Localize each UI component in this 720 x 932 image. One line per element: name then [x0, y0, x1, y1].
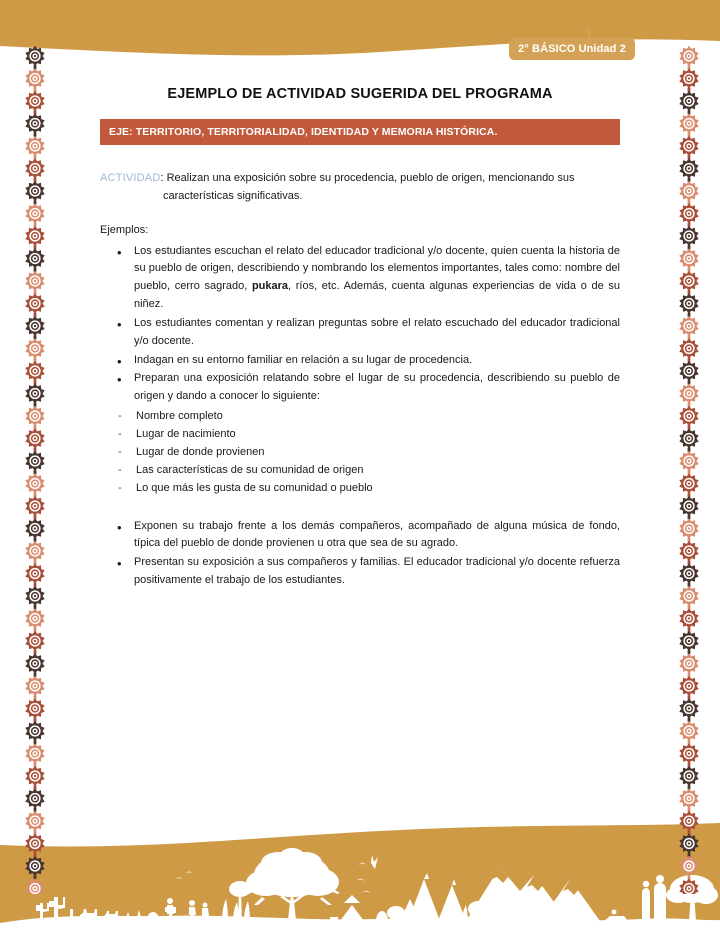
ornament-center-dot	[688, 370, 690, 372]
list-item: - Lugar de donde provienen	[100, 444, 620, 462]
ornament-center-dot	[688, 347, 690, 349]
examples-heading: Ejemplos:	[100, 223, 149, 236]
list-item: - Nombre completo	[100, 408, 620, 426]
content-column	[100, 0, 620, 591]
activity-label: ACTIVIDAD	[100, 172, 161, 184]
eje-banner-label: EJE: TERRITORIO, TERRITORIALIDAD, IDENTIDAD Y MEMORIA HISTÓRICA.	[109, 126, 498, 138]
ornament-center-dot	[688, 572, 690, 574]
ornament-center-dot	[688, 167, 690, 169]
ornament-center-dot	[34, 550, 36, 552]
ornament-center-dot	[34, 235, 36, 237]
ornament-center-dot	[34, 662, 36, 664]
ornament-center-dot	[34, 325, 36, 327]
ornament-center-dot	[34, 415, 36, 417]
ornament-center-dot	[688, 685, 690, 687]
ornament-center-dot	[34, 865, 36, 867]
ornament-center-dot	[34, 55, 36, 57]
ornament-center-dot	[688, 797, 690, 799]
ornament-center-dot	[34, 77, 36, 79]
ornament-center-dot	[34, 190, 36, 192]
ornament-center-dot	[688, 842, 690, 844]
ornament-center-dot	[34, 527, 36, 529]
ornament-center-dot	[34, 505, 36, 507]
right-ornament-border	[676, 46, 702, 894]
ornament-center-dot	[688, 887, 690, 889]
ornament-center-dot	[688, 280, 690, 282]
ornament-pattern-right	[676, 46, 702, 894]
list-item	[100, 315, 620, 351]
ornament-center-dot	[688, 707, 690, 709]
ornament-center-dot	[688, 415, 690, 417]
ornament-center-dot	[688, 865, 690, 867]
ornament-center-dot	[688, 640, 690, 642]
list-item-text: Los estudiantes escuchan el relato del educador tradicional y/o docente, quien cuenta la historia de su pueblo de origen, describiendo y nombrando los elementos importantes, tales como: nombre del pueblo, cerro sagrado,	[134, 244, 620, 293]
ornament-center-dot	[34, 752, 36, 754]
left-ornament-border	[22, 46, 48, 894]
ornament-center-dot	[688, 595, 690, 597]
ornament-center-dot	[34, 797, 36, 799]
list-item: - Lo que más les gusta de su comunidad o pueblo	[100, 480, 620, 498]
ornament-center-dot	[34, 257, 36, 259]
ornament-center-dot	[688, 460, 690, 462]
ornament-center-dot	[34, 887, 36, 889]
ornament-center-dot	[34, 347, 36, 349]
list-item: - Las características de su comunidad de origen	[100, 462, 620, 480]
ornament-center-dot	[688, 775, 690, 777]
list-item-text: Preparan una exposición relatando sobre el lugar de su procedencia, describiendo su pueblo de origen y dando a conocer lo siguiente:	[134, 372, 620, 403]
ornament-center-dot	[688, 662, 690, 664]
ornament-center-dot	[34, 482, 36, 484]
ornament-center-dot	[688, 77, 690, 79]
activity-line-1: : Realizan una exposición sobre su procedencia, pueblo de origen, mencionando sus	[160, 172, 575, 184]
ornament-center-dot	[34, 730, 36, 732]
list-item	[100, 352, 620, 370]
list-item	[100, 370, 620, 406]
ornament-center-dot	[688, 190, 690, 192]
ornament-center-dot	[34, 775, 36, 777]
list-item	[100, 554, 620, 590]
ornament-center-dot	[688, 257, 690, 259]
ornament-center-dot	[688, 325, 690, 327]
ornament-center-dot	[688, 527, 690, 529]
ornament-center-dot	[688, 482, 690, 484]
unit-badge: 2° BÁSICO Unidad 2	[509, 38, 635, 60]
ornament-center-dot	[688, 55, 690, 57]
ornament-center-dot	[34, 167, 36, 169]
ornament-center-dot	[34, 122, 36, 124]
ornament-center-dot	[688, 212, 690, 214]
ornament-center-dot	[34, 685, 36, 687]
examples-bullet-list	[100, 243, 620, 406]
page-title: EJEMPLO DE ACTIVIDAD SUGERIDA DEL PROGRAMA	[167, 86, 553, 102]
ornament-center-dot	[34, 572, 36, 574]
ornament-center-dot	[34, 302, 36, 304]
ornament-center-dot	[34, 707, 36, 709]
emphasis-term: pukara	[251, 280, 289, 293]
eje-banner	[100, 119, 620, 145]
list-item-text: Presentan su exposición a sus compañeros y familias. El educador tradicional y/o docente refuerza positivamente el trabajo de los estudiantes.	[134, 556, 620, 586]
ornament-center-dot	[688, 122, 690, 124]
bottom-landscape-decoration	[0, 817, 720, 932]
ornament-center-dot	[34, 145, 36, 147]
ornament-center-dot	[34, 212, 36, 214]
activity-line-2: características significativas.	[163, 189, 303, 202]
ornament-center-dot	[34, 392, 36, 394]
list-item-text-tail: , ríos, etc. Además, cuenta algunas experiencias de vida o de su niñez.	[134, 280, 620, 311]
ornament-center-dot	[34, 595, 36, 597]
ornament-center-dot	[34, 820, 36, 822]
exposition-subitem-list	[100, 408, 620, 498]
list-spacer	[100, 498, 620, 511]
ornament-center-dot	[688, 145, 690, 147]
ornament-center-dot	[34, 370, 36, 372]
ornament-center-dot	[688, 617, 690, 619]
ornament-center-dot	[34, 280, 36, 282]
ornament-center-dot	[34, 617, 36, 619]
ornament-center-dot	[688, 730, 690, 732]
ornament-center-dot	[688, 437, 690, 439]
activity-statement	[100, 170, 620, 206]
ornament-center-dot	[688, 302, 690, 304]
ornament-center-dot	[34, 640, 36, 642]
ornament-center-dot	[688, 752, 690, 754]
ornament-center-dot	[34, 437, 36, 439]
examples-bullet-list-continued	[100, 518, 620, 590]
ornament-center-dot	[688, 100, 690, 102]
ornament-center-dot	[688, 505, 690, 507]
ornament-center-dot	[688, 235, 690, 237]
list-item-text: Exponen su trabajo frente a los demás compañeros, acompañado de alguna música de fondo, típica del pueblo de donde provienen u otra que sea de su agrado.	[134, 519, 620, 550]
list-item	[100, 518, 620, 554]
list-item-text: Los estudiantes comentan y realizan preguntas sobre el relato escuchado del educador tradicional y/o docente.	[134, 316, 620, 347]
ornament-pattern-left	[22, 46, 48, 894]
ornament-center-dot	[34, 100, 36, 102]
list-item: - Lugar de nacimiento	[100, 426, 620, 444]
list-item-text: Indagan en su entorno familiar en relación a su lugar de procedencia.	[134, 353, 473, 366]
ornament-center-dot	[688, 392, 690, 394]
ornament-center-dot	[34, 842, 36, 844]
ornament-center-dot	[34, 460, 36, 462]
ornament-center-dot	[688, 550, 690, 552]
ornament-center-dot	[688, 820, 690, 822]
list-item	[100, 243, 620, 314]
